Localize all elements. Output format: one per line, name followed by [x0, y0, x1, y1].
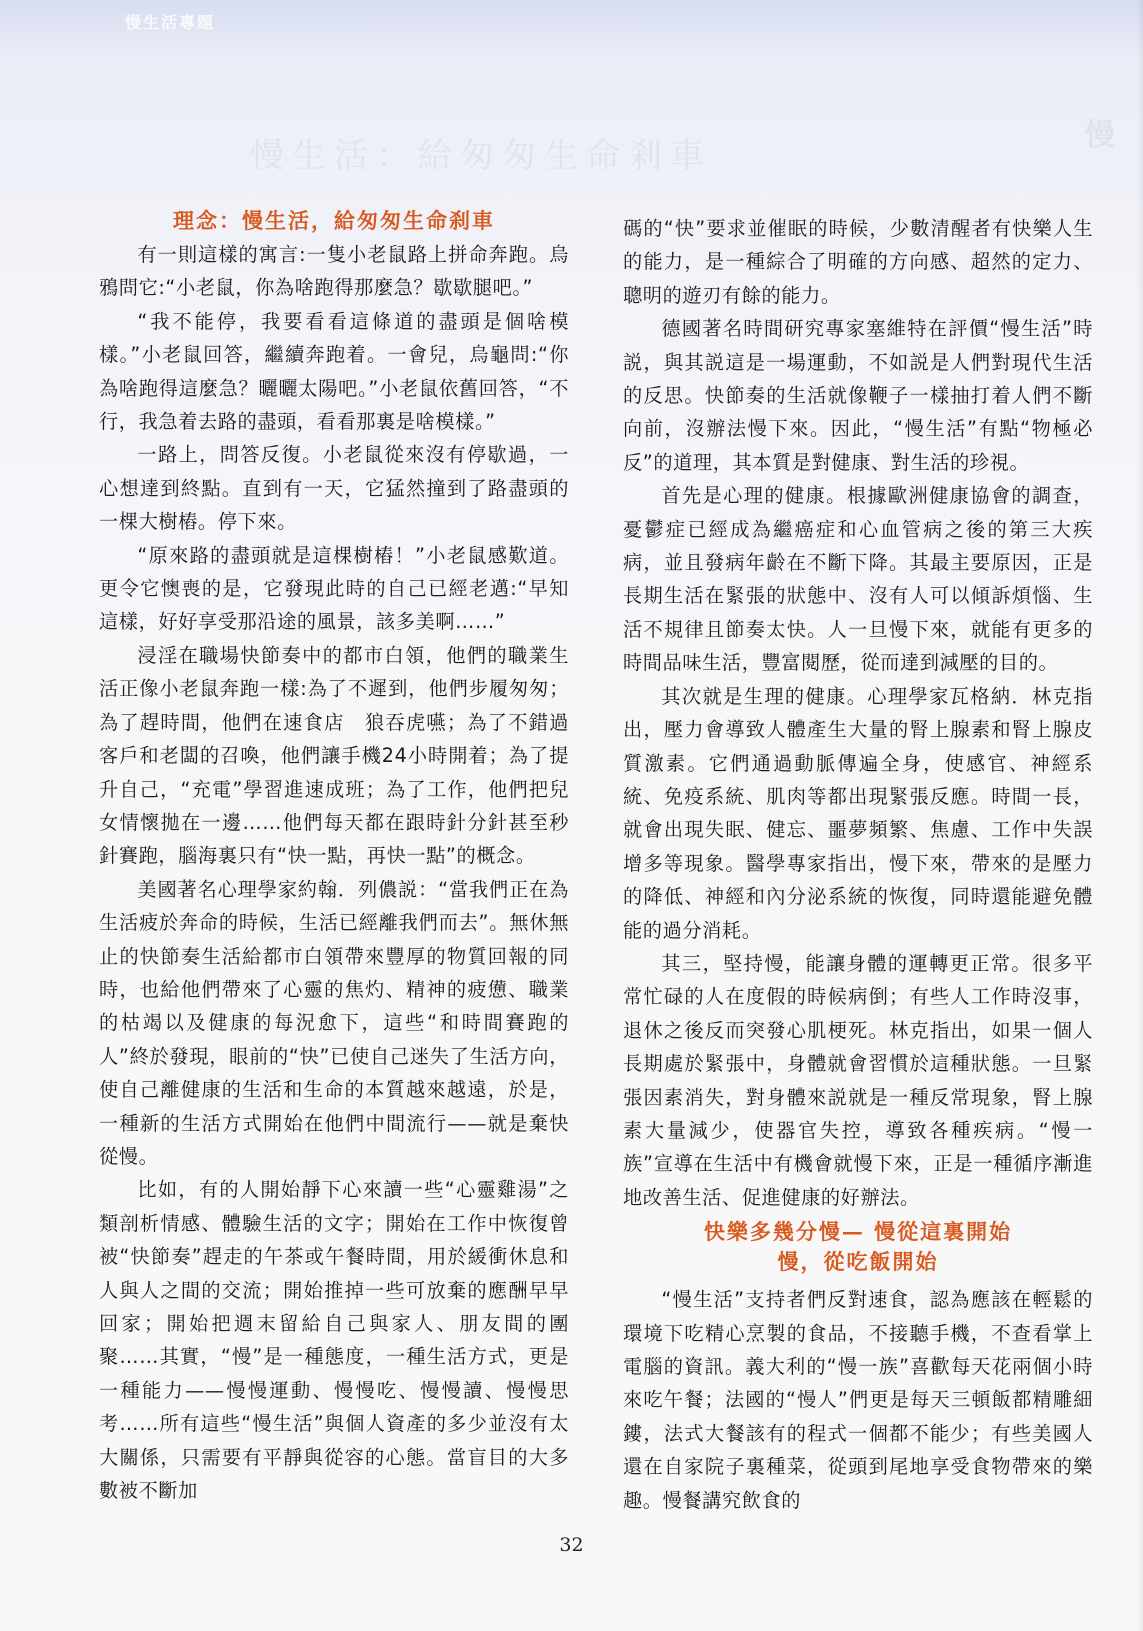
right-column	[623, 212, 1093, 1517]
page-number: 32	[559, 1534, 584, 1556]
show-through-title: 慢生活：給匆匆生命剎車	[250, 136, 712, 176]
section-title-slow-eating	[623, 1217, 1093, 1277]
scan-edge	[1137, 0, 1143, 1631]
right-paragraph-6: “慢生活”支持者們反對速食，認為應該在輕鬆的環境下吃精心烹製的食品，不接聽手機，不查看掌上電腦的資訊。義大利的“慢一族”喜歡每天花兩個小時來吃午餐；法國的“慢人”們更是每天三頓飯都精雕細鏤，法式大餐該有的程式一個都不能少；有些美國人還在自家院子裏種菜，從頭到尾地享受食物帶來的樂趣。慢餐講究飲食的	[623, 1288, 1093, 1512]
right-paragraph-2: 德國著名時間研究專家塞維特在評價“慢生活”時説，與其説這是一場運動，不如説是人們對現代生活的反思。快節奏的生活就像鞭子一樣抽打着人們不斷向前，沒辦法慢下來。因此，“慢生活”有點“物極必反”的道理，其本質是對健康、對生活的珍視。	[623, 317, 1093, 474]
left-paragraph-2: “我不能停，我要看看這條道的盡頭是個啥模樣。”小老鼠回答，繼續奔跑着。一會兒，烏龜問:“你為啥跑得這麼急？曬曬太陽吧。”小老鼠依舊回答，“不行，我急着去路的盡頭，看看那裏是啥模樣。”	[99, 309, 569, 434]
right-paragraph-1: 碼的“快”要求並催眠的時候，少數清醒者有快樂人生的能力，是一種綜合了明確的方向感、超然的定力、聰明的遊刃有餘的能力。	[623, 217, 1093, 307]
right-paragraph-4: 其次就是生理的健康。心理學家瓦格納．林克指出，壓力會導致人體產生大量的腎上腺素和腎上腺皮質激素。它們通過動脈傳遍全身，使感官、神經系統、免疫系統、肌肉等都出現緊張反應。時間一長，就會出現失眠、健忘、噩夢頻繁、焦慮、工作中失誤增多等現象。醫學專家指出，慢下來，帶來的是壓力的降低、神經和內分泌系統的恢復，同時還能避免體能的過分消耗。	[623, 684, 1093, 942]
left-paragraph-4: “原來路的盡頭就是這棵樹樁！”小老鼠感歎道。更令它懊喪的是，它發現此時的自己已經老邁:“早知這樣，好好享受那沿途的風景，該多美啊……”	[99, 543, 569, 634]
show-through-side: 慢	[1085, 118, 1115, 153]
section-title-line-2: 慢，從吃飯開始	[777, 1249, 939, 1275]
header-label: 慢生活專題	[125, 13, 216, 32]
section-title-philosophy: 理念：慢生活，給匆匆生命刹車	[173, 208, 495, 233]
left-column	[99, 206, 569, 1507]
section-title-line-1: 快樂多幾分慢— 慢從這裏開始	[703, 1219, 1013, 1245]
left-paragraph-7: 比如，有的人開始靜下心來讀一些“心靈雞湯”之類剖析情感、體驗生活的文字；開始在工作中恢復曾被“快節奏”趕走的午茶或午餐時間，用於緩衝休息和人與人之間的交流；開始推掉一些可放棄的應酬早早回家；開始把週末留給自己與家人、朋友間的團聚……其實，“慢”是一種態度，一種生活方式，更是一種能力——慢慢運動、慢慢吃、慢慢讀、慢慢思考……所有這些“慢生活”與個人資產的多少並沒有太大關係，只需要有平靜與從容的心態。當盲目的大多數被不斷加	[99, 1178, 569, 1503]
left-paragraph-3: 一路上，問答反復。小老鼠從來沒有停歇過，一心想達到終點。直到有一天，它猛然撞到了路盡頭的一棵大樹樁。停下來。	[99, 443, 569, 534]
left-paragraph-5: 浸淫在職場快節奏中的都市白領，他們的職業生活正像小老鼠奔跑一樣:為了不遲到，他們步履匆匆；為了趕時間，他們在速食店 狼吞虎嚥；為了不錯過客戶和老闆的召喚，他們讓手機24小時開着；為了提升自己，“充電”學習進速成班；為了工作，他們把兒女情懷拋在一邊……他們每天都在跟時針分針甚至秒針賽跑，腦海裏只有“快一點，再快一點”的概念。	[99, 643, 569, 868]
right-paragraph-3: 首先是心理的健康。根據歐洲健康協會的調查，憂鬱症已經成為繼癌症和心血管病之後的第三大疾病，並且發病年齡在不斷下降。其最主要原因，正是長期生活在緊張的狀態中、沒有人可以傾訴煩惱、生活不規律且節奏太快。人一旦慢下來，就能有更多的時間品味生活，豐富閱歷，從而達到減壓的目的。	[623, 484, 1093, 675]
left-paragraph-6: 美國著名心理學家約翰．列儂説：“當我們正在為生活疲於奔命的時候，生活已經離我們而去”。無休無止的快節奏生活給都市白領帶來豐厚的物質回報的同時，也給他們帶來了心靈的焦灼、精神的疲憊、職業的枯竭以及健康的每況愈下，這些“和時間賽跑的人”終於發現，眼前的“快”已使自己迷失了生活方向，使自己離健康的生活和生命的本質越來越遠，於是，一種新的生活方式開始在他們中間流行——就是棄快從慢。	[99, 877, 569, 1168]
header-strip	[0, 0, 1143, 60]
left-paragraph-1: 有一則這樣的寓言:一隻小老鼠路上拼命奔跑。烏鴉問它:“小老鼠，你為啥跑得那麼急？歇歇腿吧。”	[99, 243, 569, 300]
right-paragraph-5: 其三，堅持慢，能讓身體的運轉更正常。很多平常忙碌的人在度假的時候病倒；有些人工作時沒事，退休之後反而突發心肌梗死。林克指出，如果一個人長期處於緊張中，身體就會習慣於這種狀態。一旦緊張因素消失，對身體來説就是一種反常現象，腎上腺素大量減少，使器官失控，導致各種疾病。“慢一族”宣導在生活中有機會就慢下來，正是一種循序漸進地改善生活、促進健康的好辦法。	[623, 951, 1093, 1209]
